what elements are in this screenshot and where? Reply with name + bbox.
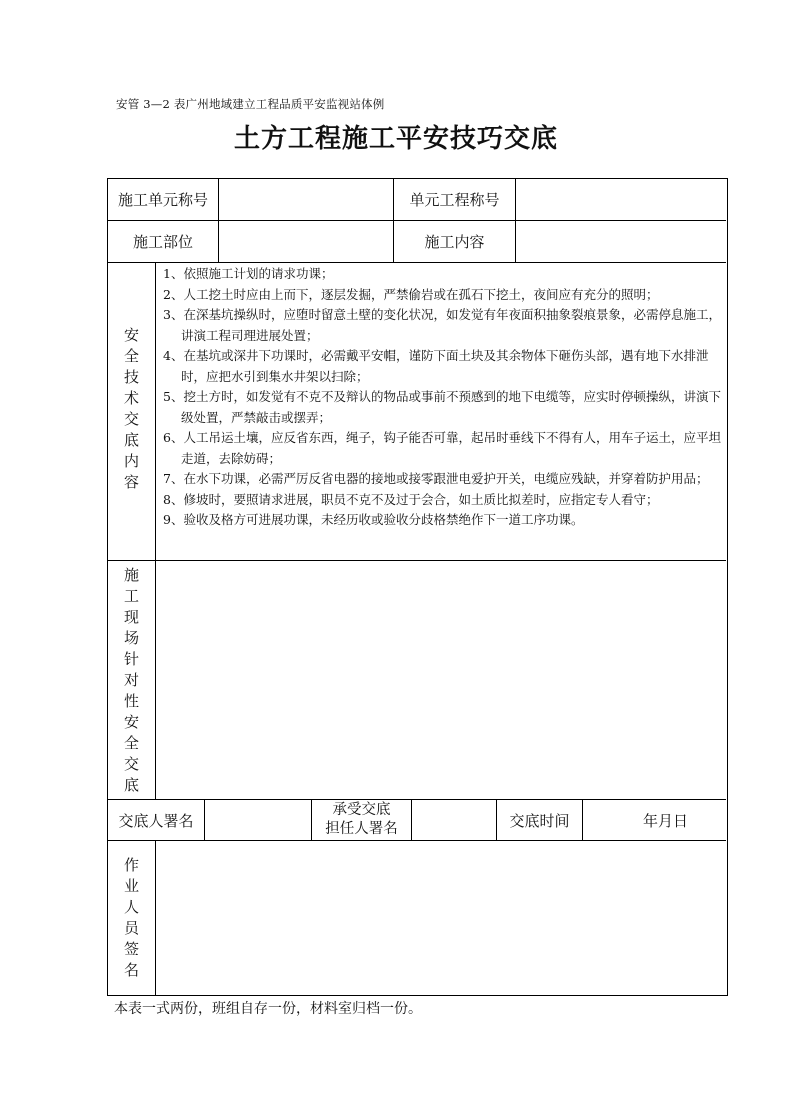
list-item: 9、验收及格方可进展功课，未经历收或验收分歧格禁绝作下一道工序功课。 [163, 512, 584, 527]
label-character: 技 [123, 368, 139, 386]
list-item: 6、人工吊运土壤，应反省东西，绳子，钩子能否可靠，起吊时垂线下不得有人，用车子运土，应平坦走道，去除妨碍； [163, 430, 721, 466]
disclosure-form-table [107, 178, 728, 996]
unit-name-field[interactable] [219, 179, 393, 220]
page-title: 土方工程施工平安技巧交底 [233, 124, 558, 154]
label-character: 对 [123, 670, 139, 689]
footer-note: 本表一式两份，班组自存一份，材料室归档一份。 [114, 1001, 422, 1017]
label-character: 交 [123, 410, 139, 428]
receiver-label-line-1: 承受交底 [332, 802, 391, 818]
label-character: 人 [123, 898, 139, 916]
workers-signature-label [108, 843, 155, 993]
receiver-field[interactable] [412, 800, 496, 840]
row-divider [108, 262, 726, 263]
safety-items-list [163, 264, 725, 531]
list-item: 7、在水下功课，必需严厉反省电器的接地或接零跟泄电爱护开关，电缆应残缺，并穿着防护用品； [163, 471, 709, 486]
time-field[interactable]: 年月日 [642, 811, 688, 830]
label-character: 场 [123, 628, 139, 647]
content-field[interactable] [516, 221, 726, 262]
label-character: 容 [123, 473, 139, 491]
label-character: 安 [123, 712, 139, 731]
label-character: 术 [123, 389, 139, 407]
label-character: 底 [123, 775, 139, 794]
location-label: 施工部位 [132, 233, 193, 251]
label-character: 现 [123, 607, 139, 626]
project-name-label: 单元工程称号 [409, 191, 500, 209]
label-character: 底 [123, 431, 139, 449]
label-character: 全 [123, 733, 139, 752]
signer-field[interactable] [205, 800, 311, 840]
label-character: 性 [123, 691, 139, 710]
list-item: 3、在深基坑操纵时，应堕时留意土壁的变化状况，如发觉有年夜面积抽象裂痕景象，必需停息施工，讲演工程司理进展处置； [163, 307, 721, 343]
list-item: 8、修坡时，要照请求进展，职员不克不及过于会合，如土质比拟差时，应指定专人看守； [163, 491, 659, 507]
label-character: 名 [123, 961, 139, 979]
location-field[interactable] [219, 221, 393, 262]
receiver-label-line-2: 担任人署名 [325, 821, 398, 837]
list-item: 4、在基坑或深井下功课时，必需戴平安帽，谨防下面土块及其余物体下砸伤头部，遇有地下水排泄时，应把水引到集水井架以扫除； [163, 348, 709, 384]
site-disclosure-field[interactable] [156, 561, 726, 799]
label-character: 员 [123, 919, 139, 937]
label-character: 全 [123, 347, 139, 365]
label-character: 安 [123, 326, 139, 344]
receiver-label [312, 800, 411, 840]
label-character: 业 [123, 877, 139, 895]
list-item: 1、依照施工计划的请求功课； [163, 266, 334, 281]
label-character: 工 [123, 586, 139, 605]
label-character: 交 [123, 754, 139, 773]
list-item: 5、挖土方时，如发觉有不克不及辩认的物品或事前不预感到的地下电缆等，应实时停顿操纵，讲演下级处置，严禁敲击或摆弄； [163, 389, 721, 425]
form-reference: 安管 3—2 表广州地域建立工程品质平安监视站体例 [116, 97, 385, 111]
safety-content-label [108, 319, 155, 499]
workers-signature-field[interactable] [156, 841, 726, 995]
label-character: 施 [123, 565, 139, 584]
unit-name-label: 施工单元称号 [117, 191, 208, 209]
label-character: 签 [123, 940, 139, 958]
label-character: 作 [123, 856, 139, 874]
time-label: 交底时间 [509, 811, 570, 830]
signer-label: 交底人署名 [118, 811, 194, 830]
label-character: 内 [123, 452, 139, 470]
label-character: 针 [123, 649, 139, 668]
site-disclosure-label [108, 563, 155, 797]
content-label: 施工内容 [424, 233, 485, 251]
list-item: 2、人工挖土时应由上而下，逐层发掘，严禁偷岩或在孤石下挖土，夜间应有充分的照明； [163, 286, 659, 302]
project-name-field[interactable] [516, 179, 726, 220]
